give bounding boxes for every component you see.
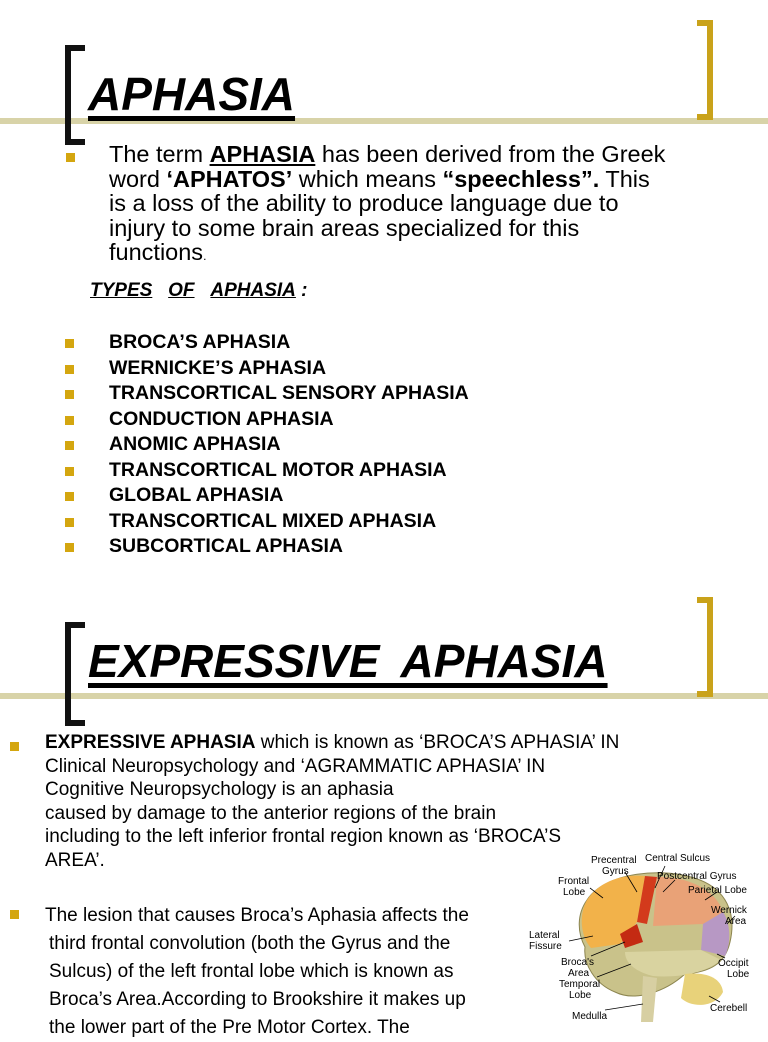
list-item: CONDUCTION APHASIA	[65, 407, 469, 433]
label-frontal: Frontal	[558, 876, 590, 887]
bullet-square	[65, 441, 74, 450]
label-parietal: Parietal Lobe	[688, 885, 747, 896]
types-heading: TYPES OF APHASIA :	[90, 280, 308, 301]
bullet-square	[65, 365, 74, 374]
expressive-paragraph: EXPRESSIVE APHASIA which is known as ‘BROCA’S APHASIA’ IN Clinical Neuropsychology and ‘AGRAMMATIC APHASIA’ IN Cognitive Neuropsychology is an aphasia caused by damage to the anterior regions of the brain including to the left inferior frontal region known as ‘BROCA’S AREA’.	[45, 732, 620, 871]
bullet-square	[65, 390, 74, 399]
bullet-square	[65, 492, 74, 501]
list-item: WERNICKE’S APHASIA	[65, 356, 469, 382]
bullet-square	[65, 467, 74, 476]
label-occipital-lobe: Lobe	[727, 969, 750, 980]
list-item: GLOBAL APHASIA	[65, 483, 469, 509]
label-occipital: Occipit	[718, 958, 749, 969]
label-precentral: Precentral	[591, 855, 637, 866]
label-postcentral: Postcentral Gyrus	[657, 871, 737, 882]
label-temporal-lobe: Lobe	[569, 990, 592, 1001]
label-medulla: Medulla	[572, 1011, 608, 1022]
label-frontal-lobe: Lobe	[563, 887, 586, 898]
label-gyrus: Gyrus	[602, 866, 629, 877]
label-temporal: Temporal	[559, 979, 601, 990]
brainstem	[641, 976, 657, 1022]
list-item: TRANSCORTICAL MIXED APHASIA	[65, 509, 469, 535]
bullet-2	[10, 910, 19, 919]
list-item: TRANSCORTICAL SENSORY APHASIA	[65, 381, 469, 407]
title-rule	[0, 693, 768, 699]
label-wernicke: Wernick	[711, 905, 747, 916]
slide-title: EXPRESSIVE APHASIA	[88, 635, 608, 687]
bullet-square	[65, 416, 74, 425]
intro-bullet	[66, 153, 75, 162]
left-bracket	[65, 622, 85, 726]
right-bracket	[697, 20, 713, 120]
list-item: SUBCORTICAL APHASIA	[65, 534, 469, 560]
list-item: TRANSCORTICAL MOTOR APHASIA	[65, 458, 469, 484]
bullet-square	[65, 543, 74, 552]
list-item: ANOMIC APHASIA	[65, 432, 469, 458]
list-item: BROCA’S APHASIA	[65, 330, 469, 356]
label-cerebellum: Cerebell	[710, 1003, 748, 1014]
label-fissure: Fissure	[529, 941, 562, 952]
slide-title: APHASIA	[88, 68, 296, 120]
aphasia-types-list	[65, 330, 469, 560]
slide-expressive-aphasia	[0, 590, 768, 1038]
right-bracket	[697, 597, 713, 697]
bullet-1	[10, 742, 19, 751]
label-wernicke-area: Area	[725, 916, 747, 927]
bullet-square	[65, 518, 74, 527]
intro-paragraph: The term APHASIA has been derived from the Greek word ‘APHATOS’ which means “speechless”. This is a loss of the ability to produce language due to injury to some brain areas specialized for this functions.	[109, 141, 666, 265]
lesion-paragraph: The lesion that causes Broca’s Aphasia affects the third frontal convolution (both the Gyrus and the Sulcus) of the left frontal lobe which is known as Broca’s Area.According to Brookshire it makes up the lower part of the Pre Motor Cortex. The	[45, 905, 469, 1038]
label-central-sulcus: Central Sulcus	[645, 853, 711, 864]
label-brocas: Broca's	[561, 957, 595, 968]
bullet-square	[65, 339, 74, 348]
label-lateral: Lateral	[529, 930, 560, 941]
brain-diagram	[525, 852, 768, 1024]
label-brocas-area: Area	[568, 968, 590, 979]
left-bracket	[65, 45, 85, 145]
